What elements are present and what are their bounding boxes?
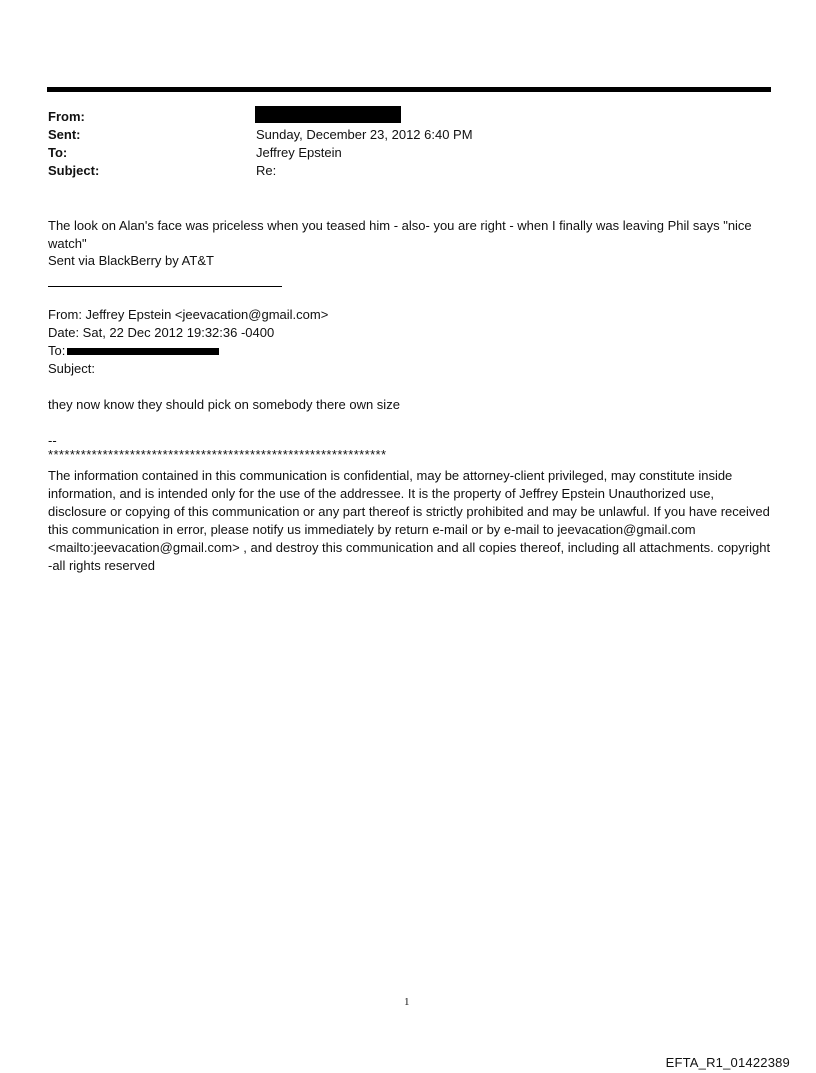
subject-value: Re: [256, 163, 277, 178]
quote-separator [48, 286, 282, 287]
original-body: they now know they should pick on somebody there own size [48, 397, 400, 412]
page-number: 1 [404, 996, 410, 1008]
original-subject: Subject: [48, 361, 95, 376]
subject-label: Subject: [48, 163, 100, 178]
original-to [48, 342, 773, 360]
from-label: From: [48, 109, 85, 124]
original-from: From: Jeffrey Epstein <jeevacation@gmail.com> [48, 307, 329, 322]
document-id: EFTA_R1_01422389 [665, 1055, 790, 1070]
asterisk-line: ************************************************************** [48, 447, 387, 462]
signature-dash: -- [48, 433, 57, 448]
sent-label: Sent: [48, 127, 81, 142]
reply-signature: Sent via BlackBerry by AT&T [48, 253, 214, 268]
reply-body: The look on Alan's face was priceless when you teased him - also- you are right - when I finally was leaving Phil says "nice watch" [48, 218, 752, 251]
to-redaction [67, 348, 219, 355]
header-rule [47, 87, 771, 92]
to-value: Jeffrey Epstein [256, 145, 342, 160]
sent-value: Sunday, December 23, 2012 6:40 PM [256, 127, 473, 142]
original-date: Date: Sat, 22 Dec 2012 19:32:36 -0400 [48, 325, 275, 340]
from-redaction [255, 106, 401, 123]
original-to-label: To: [48, 343, 66, 358]
disclaimer: The information contained in this communication is confidential, may be attorney-client privileged, may constitute inside information, and is intended only for the use of the addressee. It is the property of Jeffrey Epstein Unauthorized use, disclosure or copying of this communication or any part thereof is strictly prohibited and may be unlawful. If you have received this communication in error, please notify us immediately by return e-mail or by e-mail to jeevacation@gmail.com <mailto:jeevacation@gmail.com> , and destroy this communication and all copies thereof, including all attachments. copyright -all rights reserved [48, 468, 771, 573]
to-label: To: [48, 145, 68, 160]
